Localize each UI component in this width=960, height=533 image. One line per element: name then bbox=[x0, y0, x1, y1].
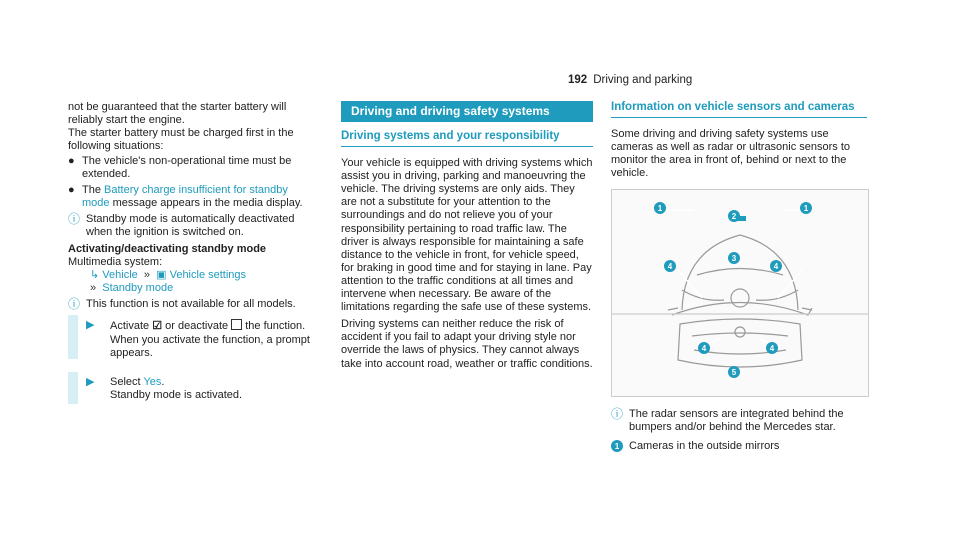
car-illustration bbox=[612, 190, 868, 396]
bullet-icon: ● bbox=[68, 155, 75, 168]
subheading: Activating/deactivating standby mode bbox=[68, 242, 267, 255]
step-bar bbox=[68, 315, 78, 359]
section-title: Information on vehicle sensors and cameras bbox=[611, 101, 867, 118]
note: ⓘ The radar sensors are integrated behind the bumpers and/or behind the Mercedes star. bbox=[611, 407, 844, 434]
figure-callout: 3 bbox=[728, 252, 740, 264]
info-icon: ⓘ bbox=[611, 407, 624, 421]
column-2 bbox=[341, 101, 593, 371]
paragraph: Some driving and driving safety systems use cameras as well as radar or ultrasonic sensors to monitor the area in front of, behind or next to the vehicle. bbox=[611, 128, 851, 180]
list-item: 1 Cameras in the outside mirrors bbox=[611, 440, 867, 453]
figure-callout: 4 bbox=[698, 342, 710, 354]
figure-callout: 1 bbox=[800, 202, 812, 214]
vehicle-sensor-figure bbox=[611, 189, 869, 397]
figure-callout: 4 bbox=[766, 342, 778, 354]
section-band: Driving and driving safety systems bbox=[341, 101, 593, 122]
figure-callout: 1 bbox=[654, 202, 666, 214]
column-1 bbox=[68, 101, 318, 402]
section-name: Driving and parking bbox=[593, 74, 693, 86]
display-message: Battery charge insufficient for standby mode bbox=[82, 183, 288, 209]
forward-icon: » bbox=[90, 282, 100, 295]
list-item: ● The Battery charge insufficient for standby mode message appears in the media display. bbox=[68, 183, 303, 209]
info-icon: ⓘ bbox=[68, 211, 81, 226]
paragraph: The starter battery must be charged first in the following situations: bbox=[68, 127, 294, 153]
instruction-step: ▶ Activate ☑ or deactivate the function. When you activate the function, a prompt appears. bbox=[68, 319, 318, 359]
figure-callout: 4 bbox=[664, 260, 676, 272]
column-3 bbox=[611, 101, 867, 180]
settings-icon: ▣ bbox=[156, 269, 167, 282]
paragraph: Your vehicle is equipped with driving systems which assist you in driving, parking and manoeuvring the vehicle. The driving systems are only aids. They are not a substitute for your attention to the surroundings and do not relieve you of your responsibility pertaining to road traffic law. The driver is always responsible for maintaining a safe distance to the vehicle in front, for vehicle speed, for braking in good time and for staying in lane. Pay attention to the traffic conditions at all times and intervene when necessary. Be aware of the limitations regarding the safe use of these systems. bbox=[341, 157, 593, 314]
item-number-badge: 1 bbox=[611, 440, 623, 452]
forward-icon: » bbox=[140, 269, 154, 282]
enter-arrow-icon: ↳ bbox=[90, 269, 100, 282]
step-bar bbox=[68, 372, 78, 404]
step-arrow-icon: ▶ bbox=[86, 319, 95, 332]
page-header bbox=[568, 74, 692, 86]
menu-item-standby-mode: Standby mode bbox=[102, 282, 174, 295]
option-yes: Yes bbox=[143, 375, 162, 388]
figure-callout: 4 bbox=[770, 260, 782, 272]
section-title: Driving systems and your responsibility bbox=[341, 130, 593, 147]
page-number: 192 bbox=[568, 74, 588, 86]
paragraph: Driving systems can neither reduce the risk of accident if you fail to adapt your driving style nor override the laws of physics. They cannot always take into account road, weather or traffic conditions. bbox=[341, 318, 593, 370]
checkbox-checked-icon: ☑ bbox=[152, 320, 163, 333]
checkbox-empty-icon bbox=[231, 319, 242, 330]
instruction-step: ▶ Select Yes. Standby mode is activated. bbox=[68, 376, 318, 402]
menu-item-vehicle: Vehicle bbox=[102, 269, 138, 282]
figure-callout: 2 bbox=[728, 210, 740, 222]
figure-notes bbox=[611, 405, 867, 453]
menu-item-vehicle-settings: Vehicle settings bbox=[169, 269, 247, 282]
paragraph: not be guaranteed that the starter battery will reliably start the engine. bbox=[68, 101, 287, 127]
note: ⓘ This function is not available for all models. bbox=[68, 297, 296, 312]
list-item: ● The vehicle's non-operational time must be extended. bbox=[68, 155, 292, 181]
figure-callout: 5 bbox=[728, 366, 740, 378]
menu-path bbox=[68, 282, 318, 295]
step-arrow-icon: ▶ bbox=[86, 375, 95, 388]
paragraph: Multimedia system: bbox=[68, 256, 163, 269]
menu-path bbox=[68, 269, 318, 282]
note: ⓘ Standby mode is automatically deactivated when the ignition is switched on. bbox=[68, 211, 295, 238]
bullet-icon: ● bbox=[68, 183, 75, 196]
info-icon: ⓘ bbox=[68, 297, 81, 312]
